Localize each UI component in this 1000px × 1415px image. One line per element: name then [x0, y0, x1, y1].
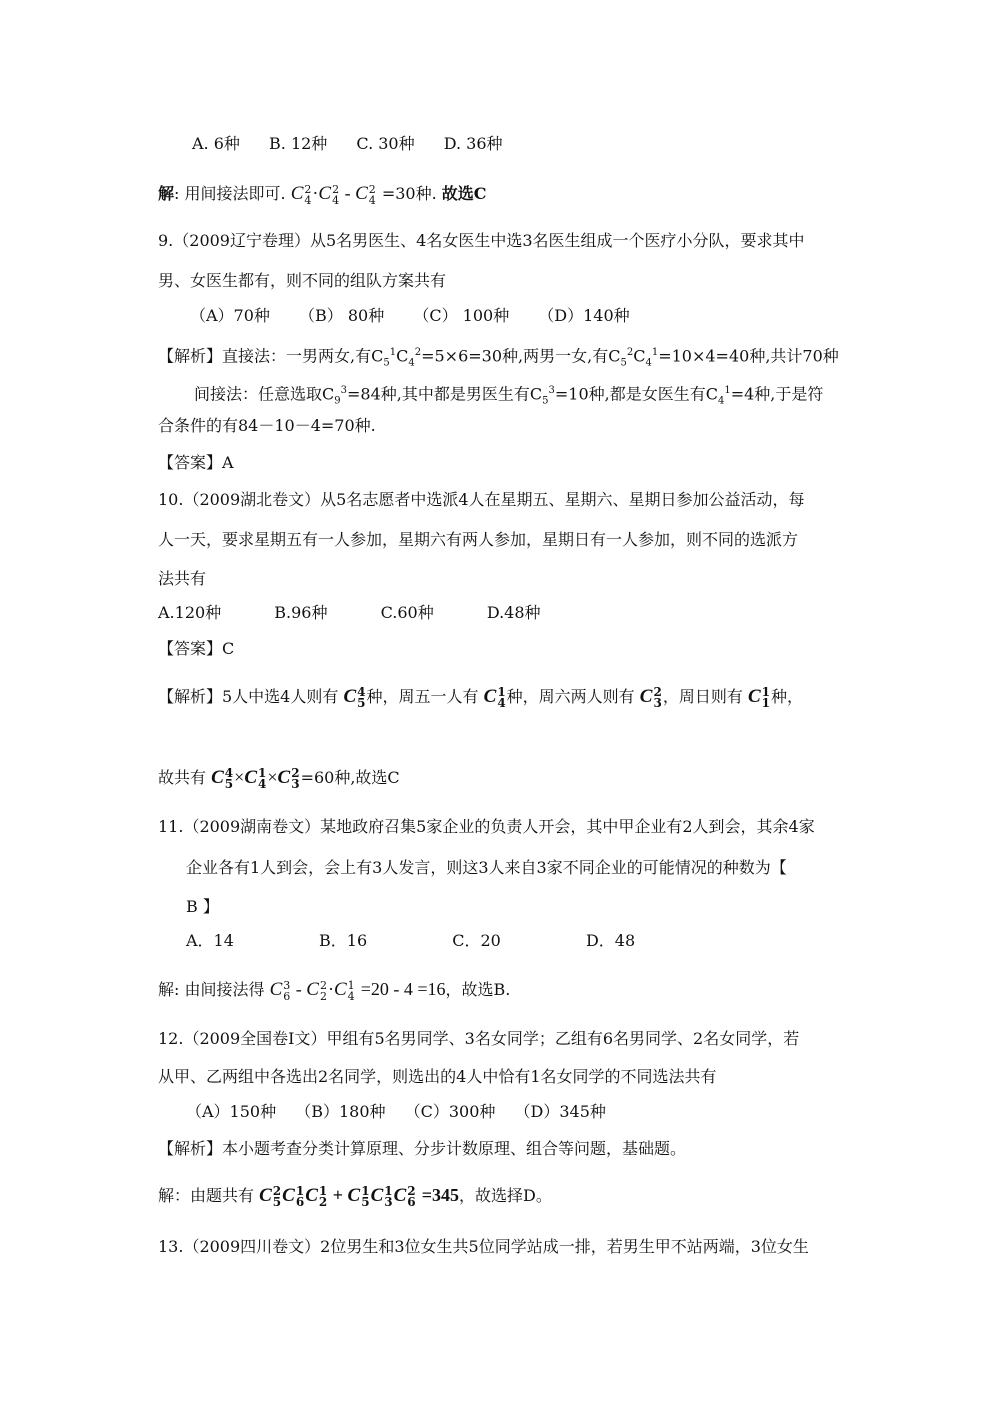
q11-solution-text-c: ，故选B.	[445, 980, 511, 999]
q8-option-c: C. 30种	[356, 134, 415, 153]
q9-analysis-text-b: =5×6=30种,两男一女,有C	[421, 346, 621, 366]
q11-option-b: B．16	[319, 931, 368, 950]
q8-solution	[158, 182, 487, 206]
q9-analysis-line2: 间接法：任意选取$C_9^3=84$种,其中都是男医生有$C_5^3=10$种,都是女医生有$C_4^1=4$种,于是符	[194, 384, 824, 407]
q12-option-c: （C）300种	[404, 1102, 496, 1121]
q12-solution-text-a: 解：由题共有	[158, 1186, 255, 1205]
q10-result-text-a: 故共有	[158, 768, 207, 787]
q10-line3: 法共有	[158, 569, 207, 588]
q12-line2: 从甲、乙两组中各选出2名同学，则选出的4人中恰有1名女同学的不同选法共有	[158, 1067, 717, 1086]
q12-line1: 12.（2009全国卷Ⅰ文）甲组有5名男同学、3名女同学；乙组有6名男同学、2名女同学，若	[158, 1029, 800, 1048]
q9-analysis2-text-a: 间接法：任意选取C	[194, 384, 335, 404]
q10-analysis-text-e: 种，	[770, 687, 803, 706]
q11-option-c: C．20	[452, 931, 501, 950]
q10-option-a: A.120种	[158, 603, 222, 622]
q12-options	[186, 1101, 606, 1123]
q11-solution: 解: 由间接法得 C 3 6 - C 2 2 ·C 1 4 =20 - 4 =16，故选B.	[158, 978, 511, 1003]
q8-options	[192, 133, 503, 155]
q9-analysis2-text-c: =10种,都是女医生有C	[554, 384, 718, 404]
q12-solution-result: =345	[421, 1185, 460, 1205]
q9-analysis-line3: 合条件的有84－10－4=70种.	[158, 416, 376, 435]
q10-option-d: D.48种	[486, 603, 541, 622]
q8-option-b: B. 12种	[269, 134, 328, 153]
q9-option-d: （D）140种	[538, 306, 630, 325]
q12-option-a: （A）150种	[186, 1102, 277, 1121]
q9-option-a: （A）70种	[190, 306, 270, 325]
q12-analysis: 【解析】本小题考查分类计算原理、分步计数原理、组合等问题，基础题。	[158, 1139, 687, 1158]
q9-options	[190, 305, 630, 327]
q10-analysis-text-b: 种，周五一人有	[366, 687, 479, 706]
q8-option-a: A. 6种	[192, 134, 240, 153]
q10-options	[158, 602, 541, 624]
q8-result: =30种.	[381, 184, 437, 203]
q10-analysis-text-c: 种，周六两人则有	[506, 687, 635, 706]
q13-line1: 13.（2009四川卷文）2位男生和3位女生共5位同学站成一排，若男生甲不站两端，3位女生	[158, 1237, 809, 1256]
q9-option-c: （C） 100种	[413, 306, 510, 325]
q8-option-d: D. 36种	[443, 134, 503, 153]
q10-analysis-text-a: 【解析】5人中选4人则有	[158, 687, 339, 706]
q10-option-b: B.96种	[274, 603, 328, 622]
q11-solution-text-a: 解: 由间接法得	[158, 980, 265, 999]
q9-analysis2-text-d: =4种,于是符	[730, 384, 824, 404]
q8-solution-label: 解	[158, 184, 175, 203]
q12-solution: 解：由题共有 C 2 5 C 1 6 C 1 2 + C 1 5 C 1 3 C 2 6 =345，故选择D。	[158, 1183, 552, 1209]
q11-option-a: A．14	[186, 931, 234, 950]
q9-line1: 9.（2009辽宁卷理）从5名男医生、4名女医生中选3名医生组成一个医疗小分队，要求其中	[158, 231, 805, 250]
q9-analysis2-text-b: =84种,其中都是男医生有C	[347, 384, 543, 404]
q12-option-d: （D）345种	[514, 1102, 606, 1121]
q9-answer: 【答案】A	[158, 453, 234, 472]
q9-line2: 男、女医生都有，则不同的组队方案共有	[158, 271, 447, 290]
q8-solution-text: : 用间接法即可.	[174, 184, 286, 203]
q11-line1: 11.（2009湖南卷文）某地政府召集5家企业的负责人开会，其中甲企业有2人到会，其余4家	[158, 817, 815, 836]
q10-result-text-b: =60种,故选C	[300, 768, 400, 787]
q9-analysis-line1: 【解析】直接法：一男两女,有$C_5^1C_4^2=5\times 6=30$种,两男一女,有$C_5^2C_4^1=10\times 4=40$种,共计70种	[158, 346, 839, 369]
q11-line2: 企业各有1人到会，会上有3人发言，则这3人来自3家不同企业的可能情况的种数为【	[186, 858, 787, 877]
q11-line3: B 】	[186, 897, 219, 916]
q10-analysis: 【解析】5人中选4人则有 C 4 5 种，周五一人有 C 1 4 种，周六两人则有 C 2 3 ，周日则有 C 1 1 种，	[158, 684, 803, 710]
q10-result: 故共有 C 4 5 ×C 1 4 ×C 2 3 =60种,故选C	[158, 765, 400, 791]
q11-options	[186, 930, 635, 952]
q11-solution-result: =20 - 4 =16	[360, 979, 446, 999]
q10-answer: 【答案】C	[158, 639, 235, 658]
q8-formula: C 2 4 ·C 2 4 - C 2 4	[290, 182, 376, 207]
q12-solution-text-c: ，故选择D。	[459, 1186, 552, 1205]
q12-option-b: （B）180种	[295, 1102, 386, 1121]
q9-analysis-text-c: =10×4=40种,共计70种	[658, 346, 839, 366]
q9-analysis-text-a: 【解析】直接法：一男两女,有C	[158, 346, 384, 366]
q11-option-d: D．48	[585, 931, 636, 950]
q10-option-c: C.60种	[380, 603, 434, 622]
q10-line1: 10.（2009湖北卷文）从5名志愿者中选派4人在星期五、星期六、星期日参加公益活动，每	[158, 490, 805, 509]
q8-choice: 故选C	[441, 184, 487, 203]
q9-option-b: （B） 80种	[299, 306, 385, 325]
q10-line2: 人一天，要求星期五有一人参加，星期六有两人参加，星期日有一人参加，则不同的选派方	[158, 530, 799, 549]
q10-analysis-text-d: ，周日则有	[662, 687, 743, 706]
